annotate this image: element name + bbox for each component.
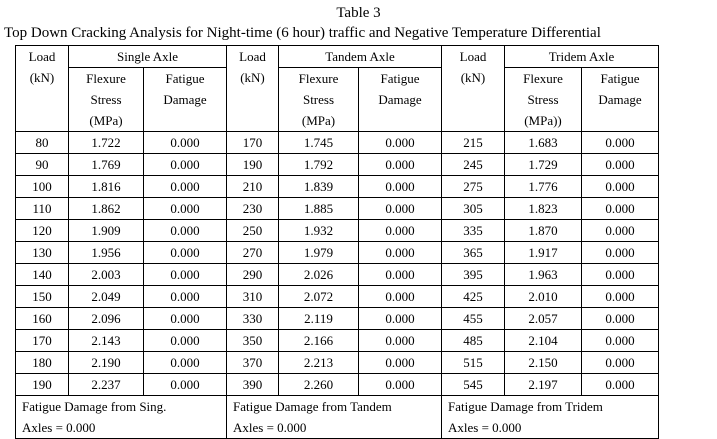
flexure-line: (MPa): [301, 113, 336, 128]
table-cell: 100: [16, 176, 69, 198]
table-cell: 0.000: [359, 264, 442, 286]
table-cell: 0.000: [582, 132, 659, 154]
table-cell: 2.260: [279, 374, 359, 396]
footer-line: Axles = 0.000: [448, 420, 522, 435]
table-row: [16, 198, 659, 220]
table-cell: 170: [16, 330, 69, 352]
table-cell: 0.000: [144, 220, 227, 242]
header-row-top: [16, 46, 659, 68]
table-cell: 1.909: [69, 220, 144, 242]
table-cell: 0.000: [144, 132, 227, 154]
table-cell: 335: [442, 220, 505, 242]
table-cell: 1.722: [69, 132, 144, 154]
load-header-line: Load: [459, 49, 487, 64]
table-cell: 2.150: [505, 352, 582, 374]
table-cell: 425: [442, 286, 505, 308]
table-title: Top Down Cracking Analysis for Night-time (6 hour) traffic and Negative Temperature Differential: [4, 25, 601, 41]
table-cell: 2.237: [69, 374, 144, 396]
table-row: [16, 176, 659, 198]
table-cell: 2.010: [505, 286, 582, 308]
table-cell: 270: [227, 242, 279, 264]
table-cell: 215: [442, 132, 505, 154]
fatigue-line: Fatigue: [165, 71, 205, 86]
table-cell: 0.000: [359, 220, 442, 242]
table-cell: 0.000: [359, 330, 442, 352]
load-header-unit: (kN): [29, 69, 55, 85]
table-cell: 1.683: [505, 132, 582, 154]
table-cell: 80: [16, 132, 69, 154]
load-header-tridem: [442, 46, 505, 132]
header-row-sub: [16, 68, 659, 132]
table-cell: 0.000: [144, 264, 227, 286]
table-cell: 1.885: [279, 198, 359, 220]
table-cell: 515: [442, 352, 505, 374]
table-cell: 245: [442, 154, 505, 176]
flexure-line: (MPa): [89, 113, 123, 128]
table-cell: 2.072: [279, 286, 359, 308]
table-cell: 2.190: [69, 352, 144, 374]
table-cell: 2.049: [69, 286, 144, 308]
tandem-axle-header: Tandem Axle: [279, 46, 442, 68]
table-cell: 0.000: [144, 154, 227, 176]
table-cell: 2.197: [505, 374, 582, 396]
table-cell: 1.870: [505, 220, 582, 242]
footer-line: Fatigue Damage from Sing.: [22, 399, 167, 414]
flexure-line: Flexure: [523, 71, 563, 86]
table-cell: 0.000: [359, 198, 442, 220]
footer-line: Axles = 0.000: [22, 420, 96, 435]
fatigue-line: Damage: [163, 92, 207, 107]
table-cell: 310: [227, 286, 279, 308]
footer-tridem-axle: [442, 396, 659, 439]
table-cell: 350: [227, 330, 279, 352]
table-cell: 160: [16, 308, 69, 330]
table-cell: 1.839: [279, 176, 359, 198]
table-cell: 1.776: [505, 176, 582, 198]
flexure-line: Flexure: [298, 71, 339, 86]
table-cell: 2.119: [279, 308, 359, 330]
table-cell: 1.792: [279, 154, 359, 176]
table-cell: 2.096: [69, 308, 144, 330]
load-header-line: Load: [239, 49, 266, 64]
table-caption: Table 3: [336, 5, 381, 21]
fatigue-damage-header-tridem: [582, 68, 659, 132]
table-cell: 170: [227, 132, 279, 154]
table-cell: 0.000: [359, 154, 442, 176]
table-cell: 120: [16, 220, 69, 242]
table-cell: 455: [442, 308, 505, 330]
table-cell: 0.000: [144, 374, 227, 396]
flexure-line: Stress: [302, 92, 335, 107]
table-cell: 130: [16, 242, 69, 264]
table-cell: 2.003: [69, 264, 144, 286]
footer-line: Fatigue Damage from Tridem: [448, 399, 603, 414]
table-cell: 0.000: [582, 176, 659, 198]
table-row: [16, 374, 659, 396]
flexure-stress-header-single: [69, 68, 144, 132]
fatigue-line: Fatigue: [380, 71, 420, 86]
table-cell: 2.166: [279, 330, 359, 352]
flexure-stress-header-tandem: [279, 68, 359, 132]
footer-line: Axles = 0.000: [233, 420, 307, 435]
table-cell: 1.745: [279, 132, 359, 154]
table-row: [16, 286, 659, 308]
table-cell: 250: [227, 220, 279, 242]
table-cell: 0.000: [359, 132, 442, 154]
table-cell: 210: [227, 176, 279, 198]
load-header-unit: (kN): [460, 69, 486, 85]
table-cell: 90: [16, 154, 69, 176]
table-cell: 1.862: [69, 198, 144, 220]
table-cell: 1.823: [505, 198, 582, 220]
table-cell: 0.000: [144, 330, 227, 352]
table-row: [16, 352, 659, 374]
single-axle-header: Single Axle: [69, 46, 227, 68]
table-cell: 0.000: [582, 264, 659, 286]
table-cell: 2.057: [505, 308, 582, 330]
table-cell: 1.729: [505, 154, 582, 176]
table-cell: 305: [442, 198, 505, 220]
table-row: [16, 220, 659, 242]
flexure-line: Stress: [527, 92, 559, 107]
table-cell: 0.000: [582, 352, 659, 374]
table-row: [16, 308, 659, 330]
load-header-unit: (kN): [240, 69, 265, 85]
table-cell: 0.000: [582, 374, 659, 396]
table-cell: 0.000: [359, 352, 442, 374]
table-cell: 2.143: [69, 330, 144, 352]
table-cell: 0.000: [582, 286, 659, 308]
table-cell: 0.000: [144, 176, 227, 198]
table-cell: 1.979: [279, 242, 359, 264]
table-cell: 1.963: [505, 264, 582, 286]
table-cell: 0.000: [582, 198, 659, 220]
flexure-line: Stress: [90, 92, 122, 107]
table-cell: 2.026: [279, 264, 359, 286]
table-cell: 330: [227, 308, 279, 330]
table-cell: 275: [442, 176, 505, 198]
table-cell: 140: [16, 264, 69, 286]
table-cell: 0.000: [359, 308, 442, 330]
table-cell: 1.932: [279, 220, 359, 242]
table-cell: 0.000: [582, 242, 659, 264]
table-cell: 1.769: [69, 154, 144, 176]
flexure-stress-header-tridem: [505, 68, 582, 132]
load-header-line: Load: [28, 49, 56, 64]
table-cell: 0.000: [144, 352, 227, 374]
fatigue-line: Damage: [598, 92, 642, 107]
footer-line: Fatigue Damage from Tandem: [233, 399, 392, 414]
table-cell: 0.000: [144, 198, 227, 220]
tridem-axle-header: Tridem Axle: [505, 46, 659, 68]
table-cell: 395: [442, 264, 505, 286]
table-cell: 0.000: [144, 286, 227, 308]
table-row: [16, 242, 659, 264]
table-row: [16, 154, 659, 176]
table-cell: 1.956: [69, 242, 144, 264]
table-cell: 0.000: [359, 374, 442, 396]
fatigue-line: Fatigue: [600, 71, 640, 86]
table-cell: 190: [227, 154, 279, 176]
table-cell: 290: [227, 264, 279, 286]
footer-tandem-axle: [227, 396, 442, 439]
table-cell: 545: [442, 374, 505, 396]
table-row: [16, 264, 659, 286]
table-cell: 390: [227, 374, 279, 396]
footer-row: [16, 396, 659, 439]
fatigue-table: [15, 45, 659, 439]
table-cell: 110: [16, 198, 69, 220]
table-row: [16, 132, 659, 154]
table-cell: 0.000: [582, 308, 659, 330]
table-cell: 0.000: [582, 220, 659, 242]
fatigue-line: Damage: [378, 92, 422, 107]
table-cell: 230: [227, 198, 279, 220]
table-cell: 0.000: [582, 330, 659, 352]
table-cell: 2.104: [505, 330, 582, 352]
table-cell: 180: [16, 352, 69, 374]
load-header-tandem: [227, 46, 279, 132]
load-header-single: [16, 46, 69, 132]
table-cell: 190: [16, 374, 69, 396]
table-row: [16, 330, 659, 352]
table-cell: 0.000: [359, 176, 442, 198]
table-cell: 150: [16, 286, 69, 308]
flexure-line: (MPa)): [524, 113, 562, 128]
table-cell: 485: [442, 330, 505, 352]
flexure-line: Flexure: [86, 71, 126, 86]
table-cell: 1.816: [69, 176, 144, 198]
table-cell: 0.000: [359, 242, 442, 264]
table-cell: 1.917: [505, 242, 582, 264]
fatigue-damage-header-tandem: [359, 68, 442, 132]
table-cell: 0.000: [144, 242, 227, 264]
table-cell: 365: [442, 242, 505, 264]
fatigue-damage-header-single: [144, 68, 227, 132]
table-cell: 370: [227, 352, 279, 374]
table-cell: 2.213: [279, 352, 359, 374]
table-cell: 0.000: [144, 308, 227, 330]
footer-single-axle: [16, 396, 227, 439]
table-cell: 0.000: [582, 154, 659, 176]
table-cell: 0.000: [359, 286, 442, 308]
